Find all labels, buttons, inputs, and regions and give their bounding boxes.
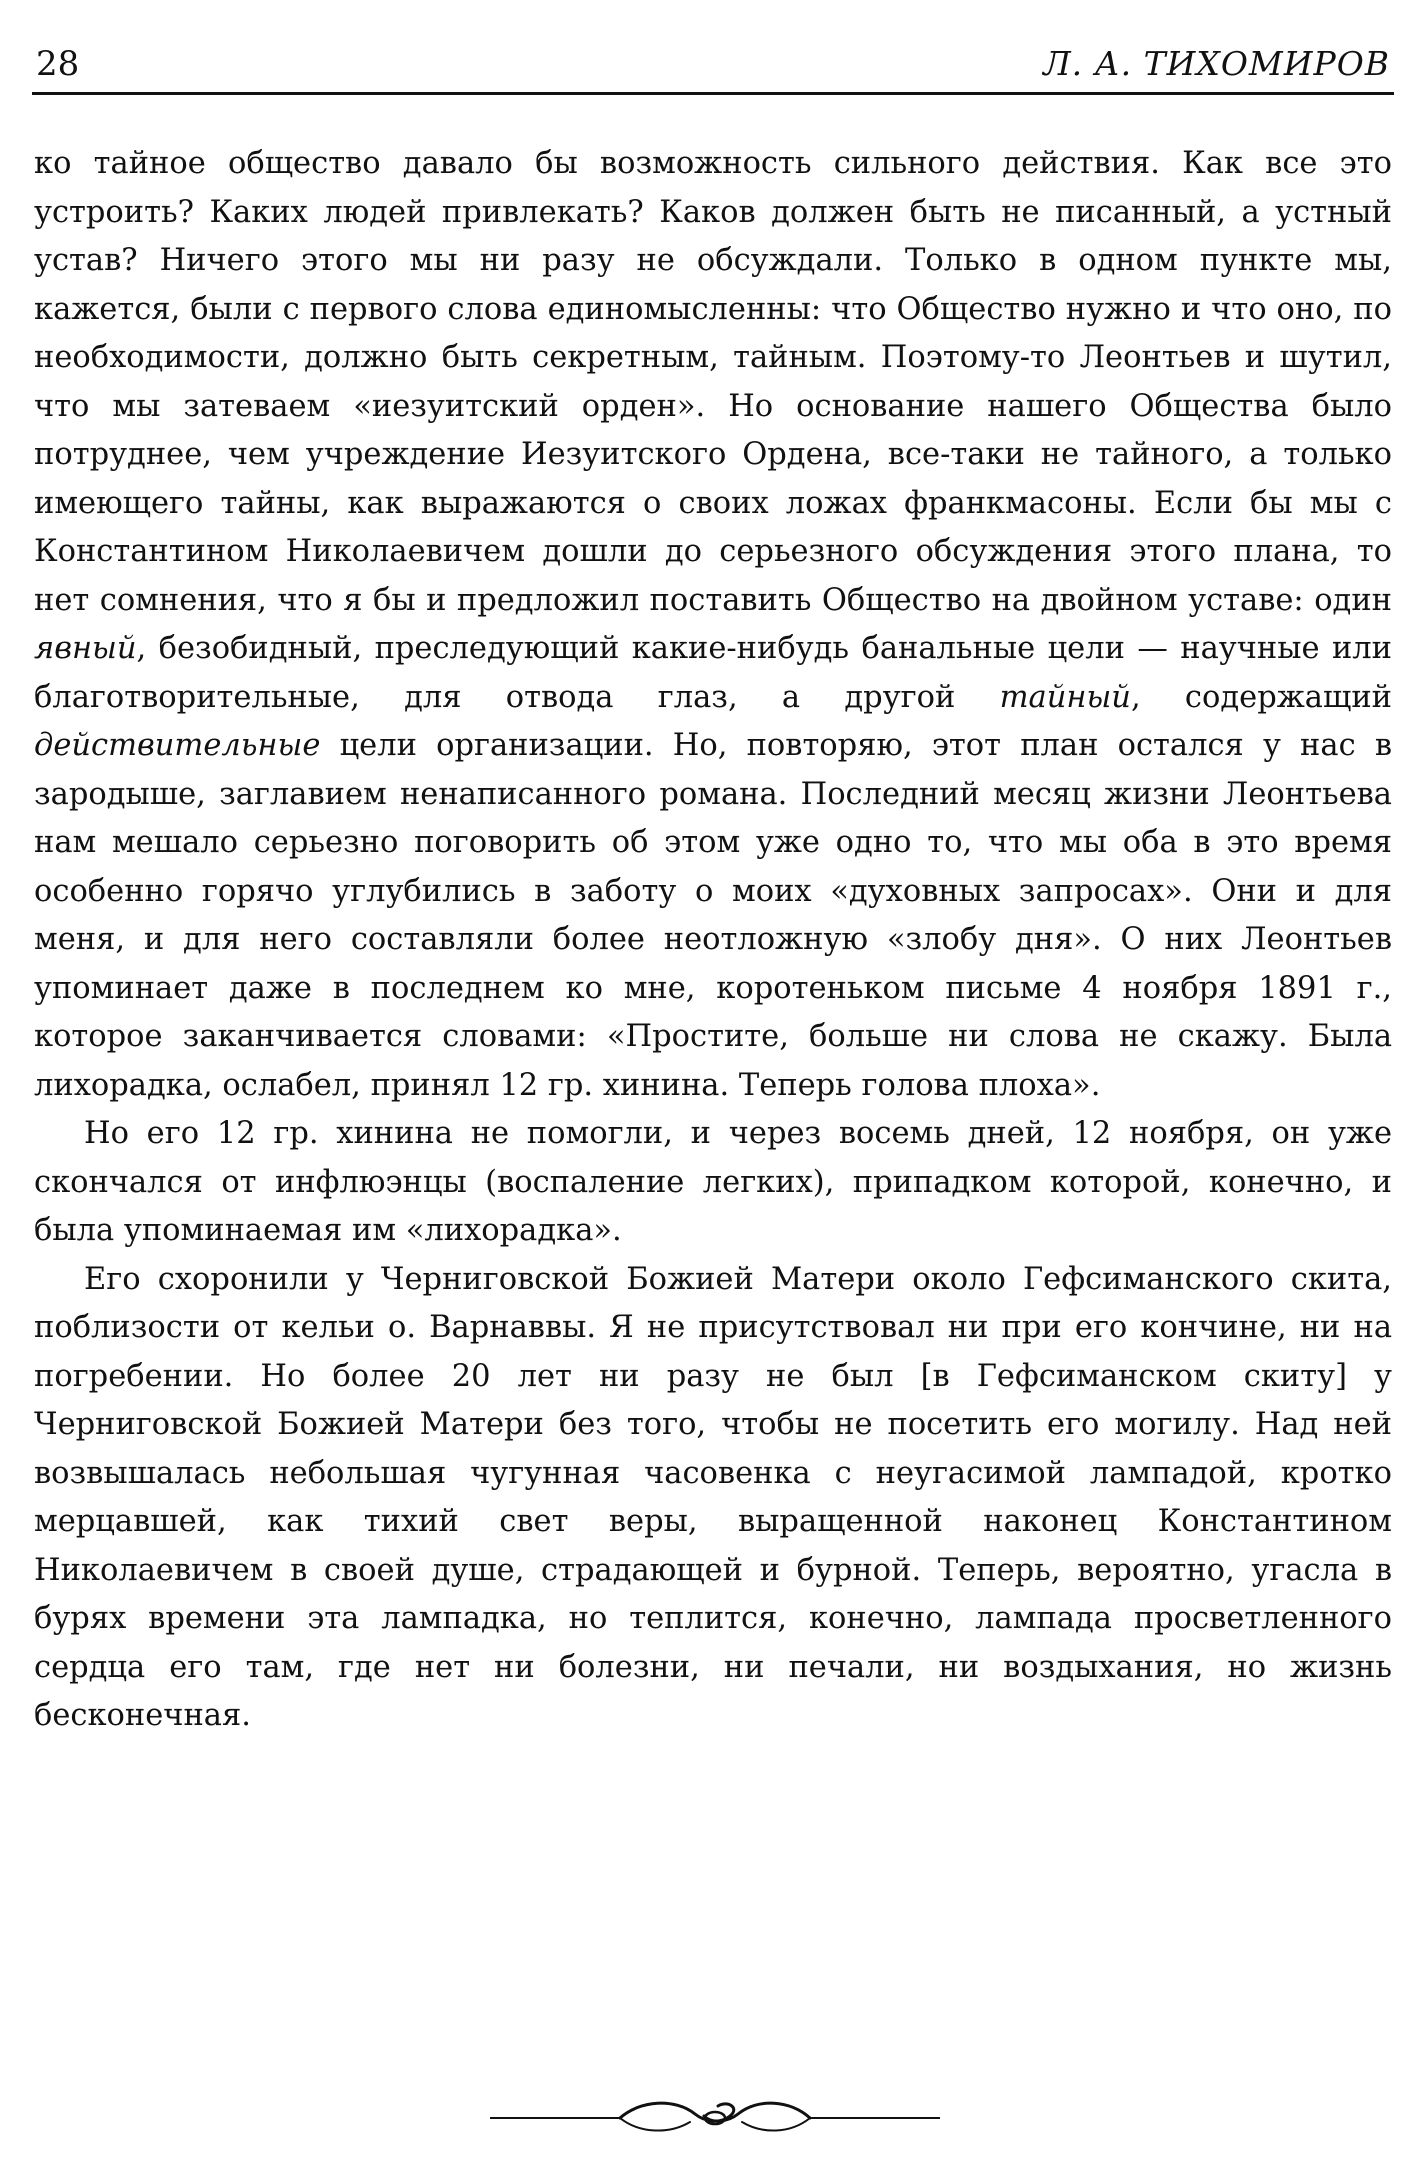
running-title: Л. А. ТИХОМИРОВ xyxy=(1043,44,1390,83)
text-run: , содержащий xyxy=(1130,679,1392,715)
text-run: , безобидный, преследующий какие-нибудь банальные цели — научные или благотворительные, для отвода глаз, а другой xyxy=(34,631,1392,715)
page-header xyxy=(32,40,1394,95)
italic-word: явный xyxy=(34,631,137,666)
paragraph: Его схоронили у Черниговской Божией Матери около Гефсиманского скита, поблизости от кельи о. Варнаввы. Я не присутствовал ни при его кончине, ни на погребении. Но более 20 лет ни разу не был [в Гефсиманском скиту] у Черниговской Божией Матери без того, чтобы не посетить его могилу. Над ней возвышалась небольшая чугунная часовенка с неугасимой лампадой, кротко мерцавшей, как тихий свет веры, выращенной наконец Константином Николаевичем в своей душе, страдающей и бурной. Теперь, вероятно, угасла в бурях времени эта лампадка, но теплится, конечно, лампада просветленного сердца его там, где нет ни болезни, ни печали, ни воздыхания, но жизнь бесконечная. xyxy=(34,1261,1392,1733)
flourish-divider-icon xyxy=(490,2090,940,2140)
paragraph: Но его 12 гр. хинина не помогли, и через восемь дней, 12 ноября, он уже скончался от инфлюэнцы (воспаление легких), припадком которой, конечно, и была упоминаемая им «лихорадка». xyxy=(34,1116,1392,1248)
text-run: ко тайное общество давало бы возможность сильного действия. Как все это устроить? Каких людей привлекать? Каков должен быть не писанный, а устный устав? Ничего этого мы ни разу не обсуждали. Только в одном пункте мы, кажется, были с первого слова единомысленны: что Общество нужно и что оно, по необходимости, должно быть секретным, тайным. Поэтому-то Леонтьев и шутил, что мы затеваем «иезуитский орден». Но основание нашего Общества было потруднее, чем учреждение Иезуитского Ордена, все-таки не тайного, а только имеющего тайны, как выражаются о своих ложах франкмасоны. Если бы мы с Константином Николаевичем дошли до серьезного обсуждения этого плана, то нет сомнения, что я бы и предложил поставить Общество на двойном уставе: один xyxy=(34,146,1392,618)
text-run: цели организации. Но, повторяю, этот план остался у нас в зародыше, заглавием ненаписанного романа. Последний месяц жизни Леонтьева нам мешало серьезно поговорить об этом уже одно то, что мы оба в это время особенно горячо углубились в заботу о моих «духовных запросах». Они и для меня, и для него составляли более неотложную «злобу дня». О них Леонтьев упоминает даже в последнем ко мне, коротеньком письме 4 ноября 1891 г., которое заканчивается словами: «Простите, больше ни слова не скажу. Была лихорадка, ослабел, принял 12 гр. хинина. Теперь голова плоха». xyxy=(34,728,1392,1103)
body-text xyxy=(34,140,1392,1741)
paragraph-continued xyxy=(34,140,1392,1110)
italic-word: действительные xyxy=(34,728,321,763)
italic-word: тайный xyxy=(999,679,1131,715)
page-number: 28 xyxy=(36,44,80,84)
